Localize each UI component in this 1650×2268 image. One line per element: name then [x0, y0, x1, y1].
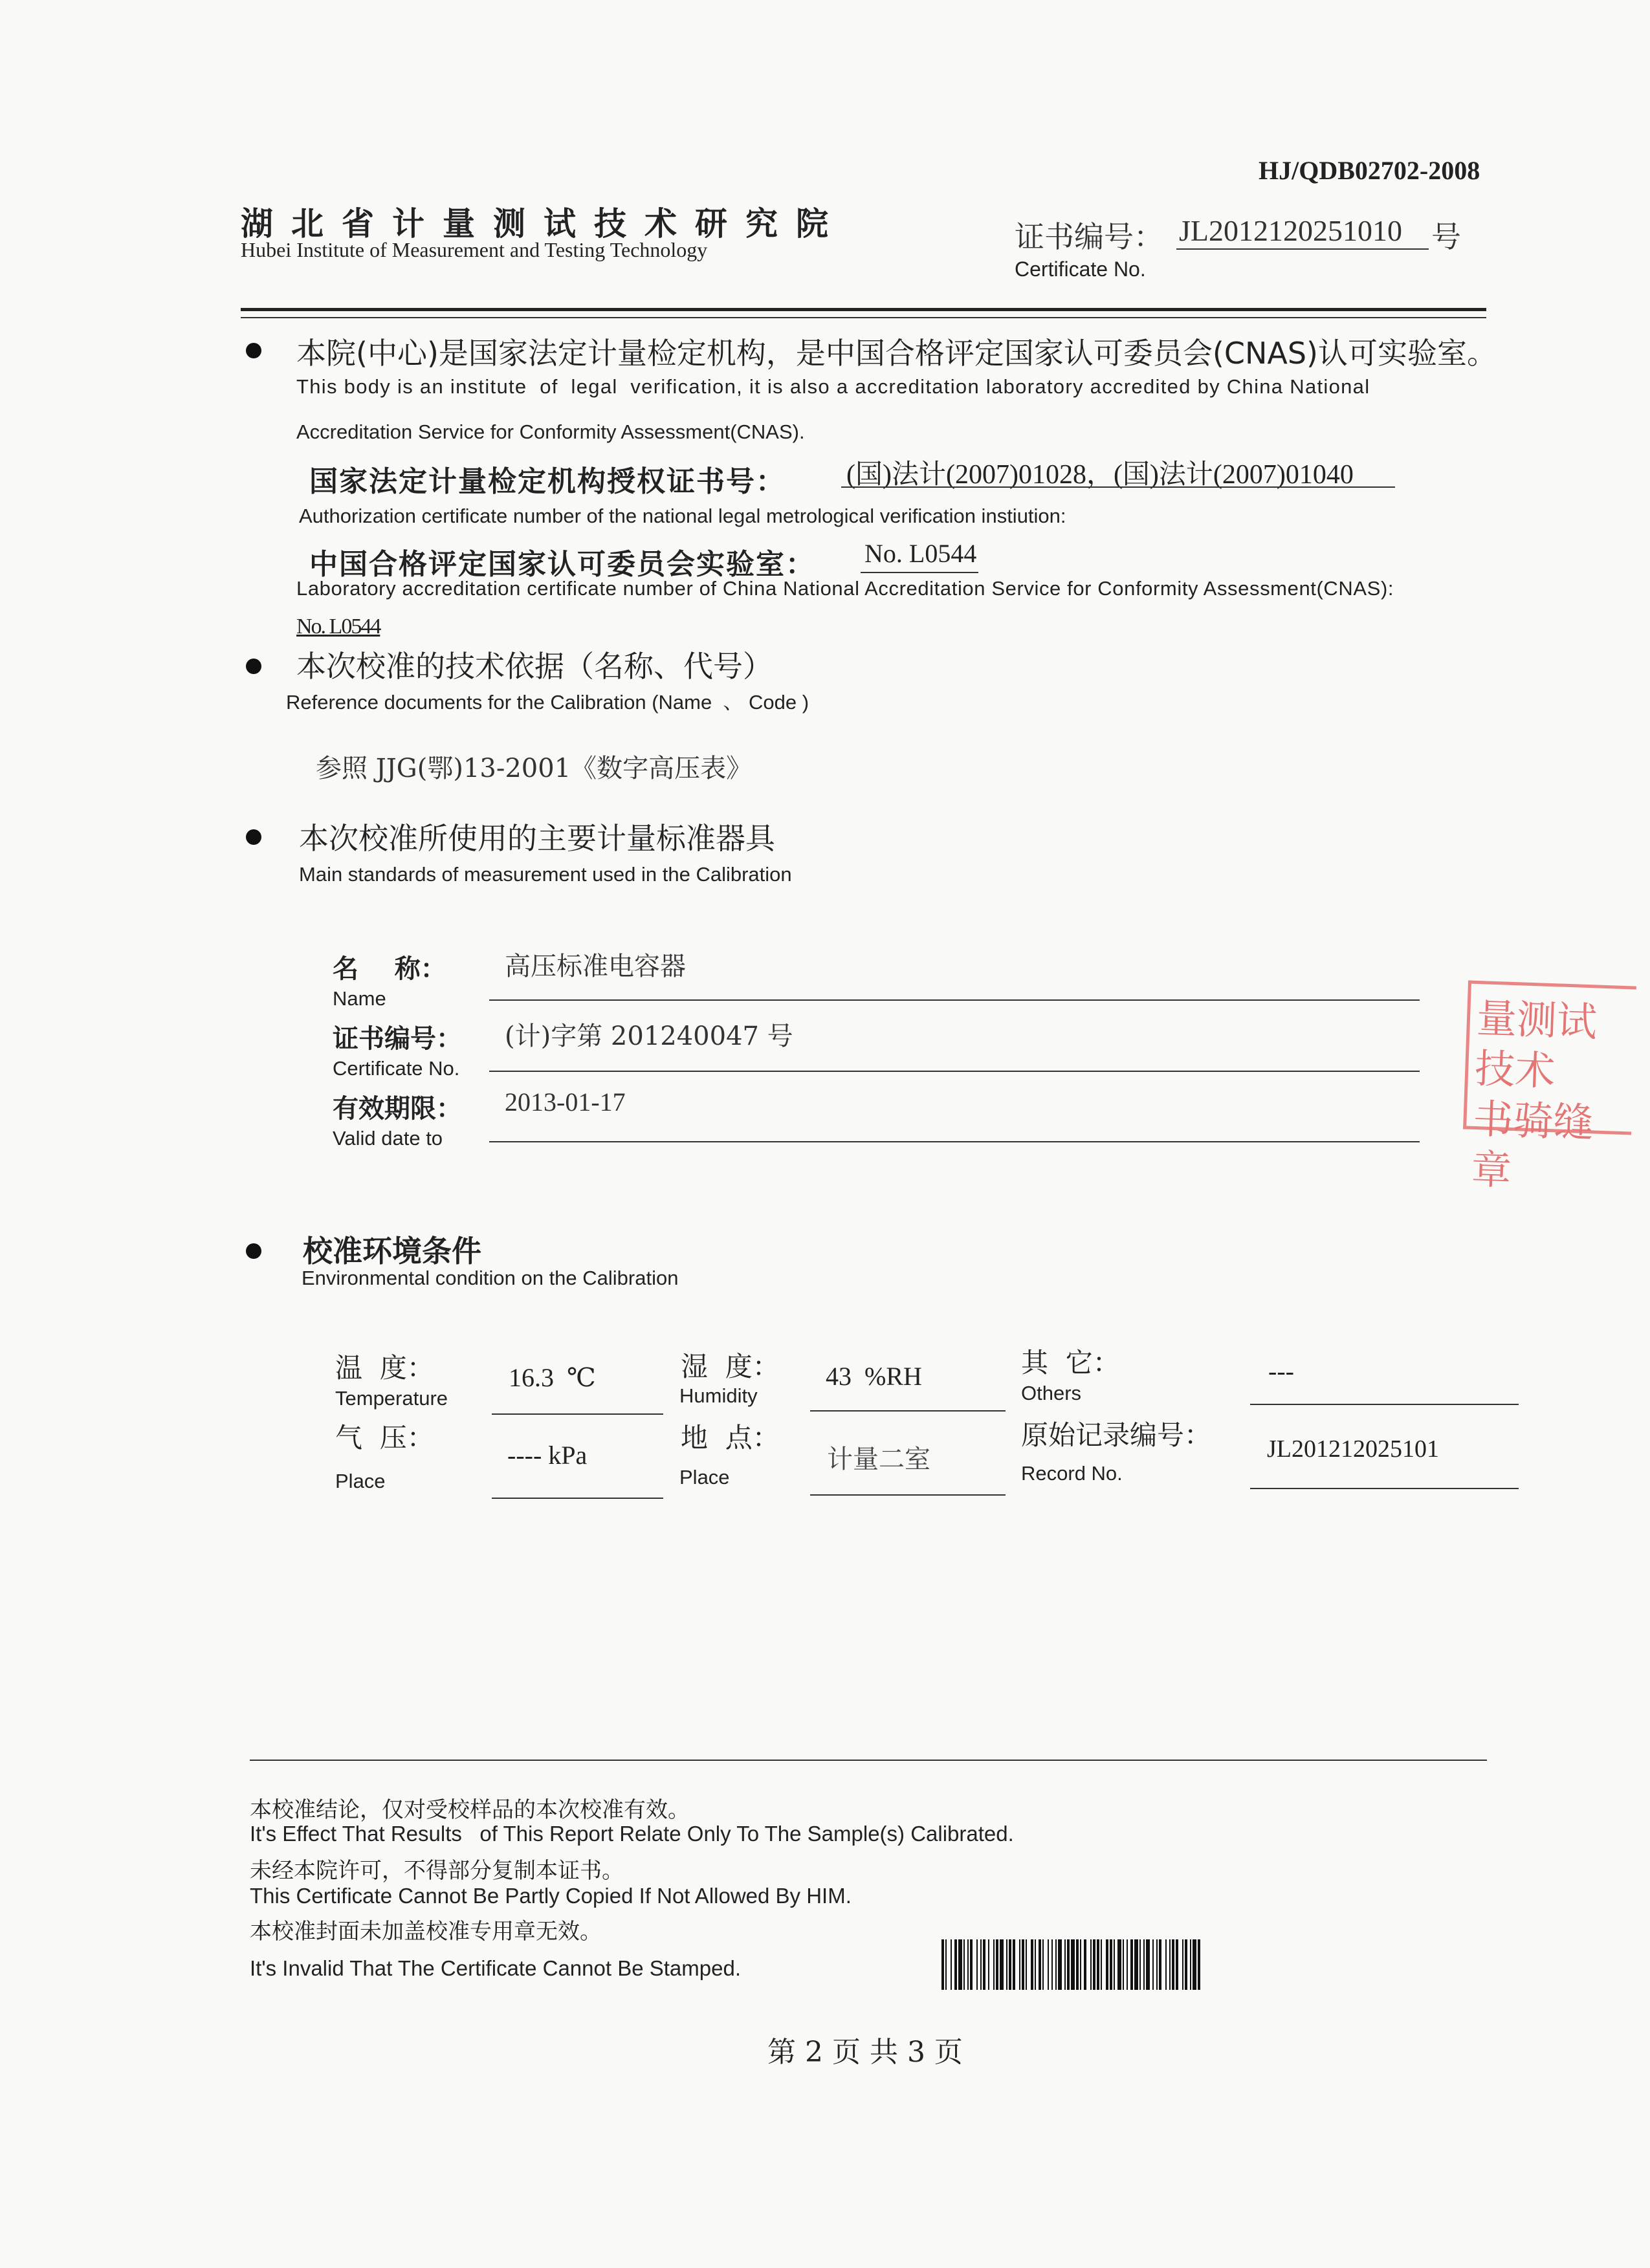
barcode-bar: [1076, 1939, 1079, 1990]
section3-title-en: Main standards of measurement used in the Calibration: [299, 863, 792, 886]
section3-title-cn: 本次校准所使用的主要计量标准器具: [299, 821, 775, 856]
bullet-icon: [246, 1243, 261, 1259]
standard-certificate-label-cn: 证书编号：: [333, 1023, 462, 1054]
footer-note1-en: It's Effect That Results of This Report Relate Only To The Sample(s) Calibrated.: [250, 1822, 1014, 1846]
barcode-bar: [1156, 1939, 1158, 1990]
temperature-label-en: Temperature: [335, 1387, 448, 1410]
barcode-bar: [1190, 1939, 1191, 1990]
barcode-bar: [1139, 1939, 1141, 1990]
standard-name-value: 高压标准电容器: [505, 952, 686, 981]
pressure-label-cn: 气 压：: [335, 1422, 434, 1454]
others-value: ---: [1268, 1357, 1294, 1386]
pressure-label-en: Place: [335, 1470, 386, 1492]
temperature-underline: [492, 1413, 663, 1415]
barcode-bar: [1064, 1939, 1066, 1990]
institute-name-cn: 湖北省计量测试技术研究院: [241, 205, 846, 243]
header-divider-thick: [241, 308, 1486, 311]
certificate-number-suffix: 号: [1431, 219, 1461, 254]
form-code: HJ/QDB02702-2008: [1259, 156, 1480, 185]
barcode-bar: [1130, 1939, 1133, 1990]
certificate-number-underline: [1176, 248, 1429, 250]
barcode-bar: [1058, 1939, 1062, 1990]
reference-document: 参照 JJG(鄂)13-2001《数字高压表》: [316, 754, 753, 783]
barcode-bar: [988, 1939, 989, 1990]
barcode-bar: [1009, 1939, 1011, 1990]
standard-certificate-underline: [489, 1071, 1420, 1072]
barcode-bar: [945, 1939, 947, 1990]
barcode-bar: [1084, 1939, 1086, 1990]
temperature-label-cn: 温 度：: [335, 1352, 434, 1384]
place-label-en: Place: [679, 1466, 730, 1488]
barcode-bar: [1031, 1939, 1033, 1990]
certificate-number-label-cn: 证书编号：: [1015, 219, 1163, 254]
barcode-bar: [1117, 1939, 1121, 1990]
institute-name-en: Hubei Institute of Measurement and Testing Technology: [241, 238, 708, 261]
barcode-bar: [1006, 1939, 1007, 1990]
others-label-cn: 其 它：: [1021, 1347, 1120, 1379]
standard-certificate-label-en: Certificate No.: [333, 1057, 460, 1080]
record-number-label-cn: 原始记录编号：: [1021, 1419, 1212, 1451]
seam-stamp: [1463, 981, 1636, 1195]
footer-note3-en: It's Invalid That The Certificate Cannot Be Stamped.: [250, 1956, 741, 1980]
valid-date-value: 2013-01-17: [505, 1087, 626, 1117]
barcode-bar: [1090, 1939, 1092, 1990]
section4-title-en: Environmental condition on the Calibration: [302, 1267, 679, 1289]
barcode-bar: [1169, 1939, 1171, 1990]
bullet-icon: [246, 343, 261, 358]
pressure-underline: [492, 1498, 663, 1499]
barcode-bar: [1042, 1939, 1044, 1990]
barcode-bar: [970, 1939, 973, 1990]
barcode-bar: [1176, 1939, 1178, 1990]
barcode-bar: [1127, 1939, 1128, 1990]
barcode-bar: [1093, 1939, 1095, 1990]
others-underline: [1250, 1404, 1519, 1405]
authorization-label-en: Authorization certificate number of the national legal metrological verification instiution:: [299, 505, 1066, 527]
barcode-bar: [1067, 1939, 1070, 1990]
footer-note3-cn: 本校准封面未加盖校准专用章无效。: [250, 1919, 602, 1945]
barcode-bar: [1097, 1939, 1099, 1990]
section2-title-cn: 本次校准的技术依据（名称、代号）: [296, 649, 773, 684]
place-underline: [810, 1494, 1006, 1496]
authorization-label-cn: 国家法定计量检定机构授权证书号：: [309, 465, 786, 498]
valid-date-label-cn: 有效期限：: [333, 1093, 462, 1124]
barcode-bar: [1048, 1939, 1049, 1990]
seam-stamp-line2: 书骑缝章: [1470, 1095, 1594, 1195]
barcode-bar: [967, 1939, 969, 1990]
humidity-label-cn: 湿 度：: [681, 1351, 780, 1382]
barcode-bar: [1019, 1939, 1020, 1990]
laboratory-underline: [861, 572, 978, 573]
barcode-bar: [1146, 1939, 1150, 1990]
barcode-bar: [1080, 1939, 1081, 1990]
section2-title-en: Reference documents for the Calibration (Name 、 Code ): [286, 691, 809, 714]
barcode-bar: [951, 1939, 952, 1990]
footer-note1-cn: 本校准结论，仅对受校样品的本次校准有效。: [250, 1797, 690, 1823]
barcode-bar: [1022, 1939, 1024, 1990]
barcode-bar: [958, 1939, 962, 1990]
record-number-value: JL201212025101: [1267, 1435, 1439, 1463]
header-divider-thin: [241, 317, 1486, 318]
barcode-bar: [980, 1939, 982, 1990]
barcode-bar: [1182, 1939, 1183, 1990]
authorization-value: (国)法计(2007)01028，(国)法计(2007)01040: [846, 460, 1354, 490]
certificate-number-label-en: Certificate No.: [1015, 257, 1146, 281]
standard-certificate-value: (计)字第 201240047 号: [505, 1021, 793, 1051]
record-number-label-en: Record No.: [1021, 1462, 1123, 1485]
barcode-icon: [941, 1939, 1291, 1990]
barcode-bar: [1106, 1939, 1108, 1990]
bullet-icon: [246, 659, 261, 674]
footer-note2-en: This Certificate Cannot Be Partly Copied If Not Allowed By HIM.: [250, 1884, 852, 1908]
barcode-bar: [1165, 1939, 1167, 1990]
certificate-number-value: JL2012120251010: [1179, 214, 1402, 247]
barcode-bar: [976, 1939, 978, 1990]
barcode-bar: [1198, 1939, 1200, 1990]
barcode-bar: [954, 1939, 957, 1990]
valid-date-label-en: Valid date to: [333, 1127, 443, 1150]
laboratory-label-en: Laboratory accreditation certificate number of China National Accreditation Service for Conformity Assessment(CNAS):: [296, 577, 1394, 600]
temperature-value: 16.3 ℃: [509, 1363, 596, 1392]
barcode-bar: [1143, 1939, 1145, 1990]
humidity-underline: [810, 1410, 1006, 1412]
pressure-value: ---- kPa: [507, 1441, 588, 1470]
barcode-bar: [1185, 1939, 1187, 1990]
footer-divider: [250, 1760, 1487, 1761]
barcode-bar: [1159, 1939, 1161, 1990]
barcode-bar: [1071, 1939, 1075, 1990]
barcode-bar: [1055, 1939, 1057, 1990]
page-indicator: 第 2 页 共 3 页: [767, 2036, 963, 2069]
section4-title-cn: 校准环境条件: [303, 1234, 481, 1269]
bullet-icon: [246, 829, 261, 845]
barcode-bar: [1101, 1939, 1102, 1990]
barcode-bar: [993, 1939, 995, 1990]
humidity-value: 43 %RH: [826, 1362, 922, 1391]
barcode-bar: [1000, 1939, 1004, 1990]
footer-note2-cn: 未经本院许可，不得部分复制本证书。: [250, 1858, 624, 1884]
barcode-bar: [1114, 1939, 1115, 1990]
seam-stamp-line1: 量测试技术: [1474, 994, 1598, 1095]
others-label-en: Others: [1021, 1382, 1082, 1404]
laboratory-value-en: No. L0544: [296, 615, 380, 638]
record-number-underline: [1250, 1488, 1519, 1489]
section1-title-cn: 本院(中心)是国家法定计量检定机构，是中国合格评定国家认可委员会(CNAS)认可实验室。: [296, 336, 1497, 371]
standard-name-underline: [489, 999, 1420, 1001]
standard-name-label-cn: 名 称：: [333, 954, 446, 984]
barcode-bar: [1026, 1939, 1027, 1990]
barcode-bar: [1134, 1939, 1138, 1990]
place-label-cn: 地 点：: [681, 1422, 780, 1454]
humidity-label-en: Humidity: [679, 1384, 758, 1407]
barcode-bar: [1013, 1939, 1015, 1990]
laboratory-label-cn: 中国合格评定国家认可委员会实验室：: [309, 548, 815, 581]
barcode-bar: [1051, 1939, 1053, 1990]
barcode-bar: [941, 1939, 944, 1990]
standard-name-label-en: Name: [333, 987, 386, 1010]
authorization-underline: [841, 486, 1395, 488]
barcode-bar: [1193, 1939, 1196, 1990]
valid-date-underline: [489, 1141, 1420, 1142]
barcode-bar: [996, 1939, 998, 1990]
laboratory-value: No. L0544: [864, 539, 977, 568]
barcode-bar: [1123, 1939, 1124, 1990]
place-value: 计量二室: [827, 1445, 930, 1474]
barcode-bar: [983, 1939, 985, 1990]
barcode-bar: [1039, 1939, 1041, 1990]
barcode-bar: [1152, 1939, 1154, 1990]
section1-desc-en-line1: This body is an institute of legal verification, it is also a accreditation laboratory accredited by China National: [296, 375, 1370, 398]
barcode-bar: [1035, 1939, 1036, 1990]
section1-desc-en-line2: Accreditation Service for Conformity Assessment(CNAS).: [296, 420, 805, 443]
barcode-bar: [1110, 1939, 1112, 1990]
barcode-bar: [963, 1939, 965, 1990]
barcode-bar: [1172, 1939, 1174, 1990]
